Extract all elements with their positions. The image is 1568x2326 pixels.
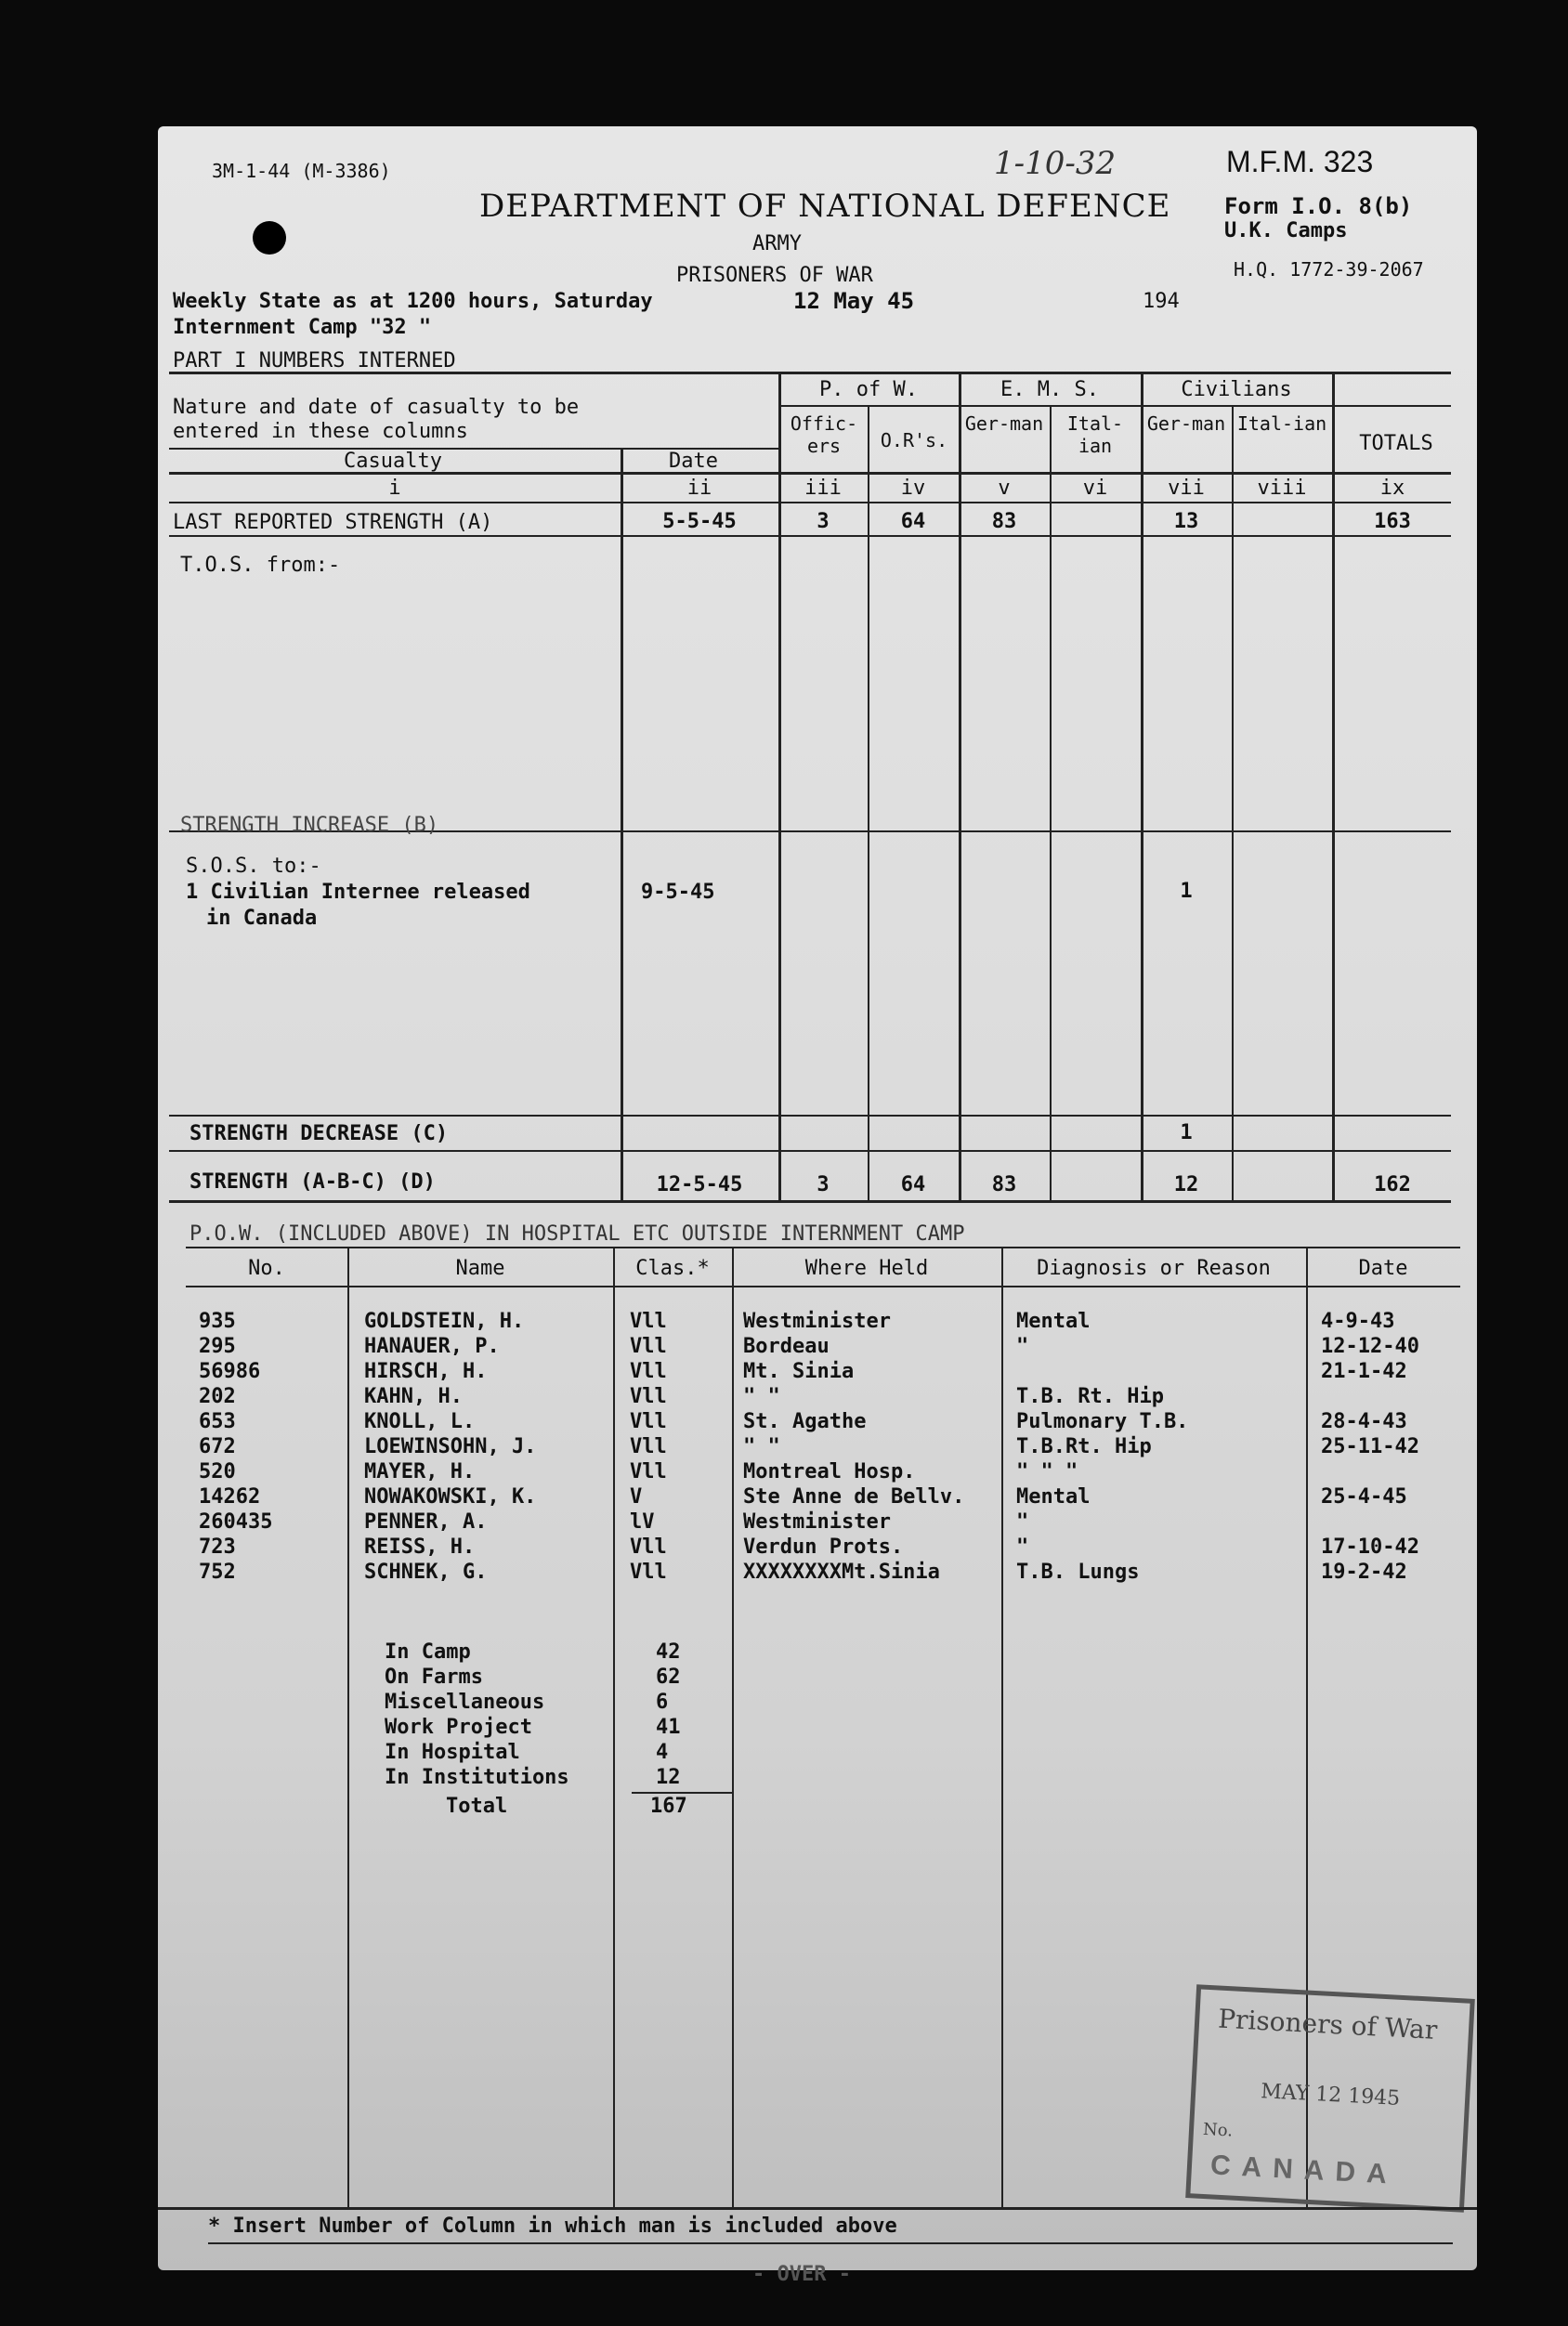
hospital-cell-name: HANAUER, P. [364, 1335, 500, 1358]
released-line-1: 1 Civilian Internee released [186, 881, 530, 904]
summary-value: 62 [656, 1666, 681, 1689]
summary-value: 6 [656, 1691, 669, 1714]
last-reported-civ-german: 13 [1173, 510, 1199, 533]
stamp-title: Prisoners of War [1217, 2003, 1439, 2045]
hospital-cell-clas: lV [630, 1510, 655, 1534]
weekly-state-line: Weekly State as at 1200 hours, Saturday [173, 290, 653, 313]
released-line-2: in Canada [206, 907, 318, 930]
hospital-cell-clas: Vll [630, 1535, 667, 1559]
summary-label: On Farms [385, 1666, 483, 1689]
group-rule [778, 405, 1451, 407]
form-number: Form I.O. 8(b) [1224, 193, 1413, 219]
internment-camp: Internment Camp "32 " [173, 316, 432, 339]
part-one-heading: PART I NUMBERS INTERNED [173, 349, 456, 372]
hospital-cell-no: 653 [199, 1410, 236, 1433]
hospital-cell-name: KNOLL, L. [364, 1410, 476, 1433]
hospital-cell-where: " " [743, 1435, 780, 1458]
document-page [158, 126, 1477, 2286]
hospital-top-rule [186, 1247, 1460, 1248]
last-reported-ems-german: 83 [991, 510, 1017, 533]
hospital-cell-clas: Vll [630, 1335, 667, 1358]
hosp-header-name: Name [455, 1257, 505, 1280]
hospital-cell-date: 4-9-43 [1321, 1310, 1395, 1333]
hospital-cell-no: 56986 [199, 1360, 261, 1383]
hospital-cell-no: 202 [199, 1385, 236, 1408]
numeral-vii: vii [1168, 477, 1205, 500]
hospital-cell-where: St. Agathe [743, 1410, 867, 1433]
hospital-row [158, 1385, 1477, 1410]
summary-row [158, 1766, 808, 1791]
hospital-title: P.O.W. (INCLUDED ABOVE) IN HOSPITAL ETC OUTSIDE INTERNMENT CAMP [189, 1222, 965, 1246]
stamp-no: No. [1202, 2119, 1234, 2141]
last-reported-ors: 64 [900, 510, 926, 533]
hospital-cell-where: Bordeau [743, 1335, 830, 1358]
hospital-cell-where: Ste Anne de Bellv. [743, 1485, 965, 1509]
summary-label: In Institutions [385, 1766, 569, 1789]
strength-final-ems-german: 83 [991, 1173, 1017, 1196]
hospital-row [158, 1435, 1477, 1460]
numeral-iii: iii [804, 477, 842, 500]
hospital-cell-name: KAHN, H. [364, 1385, 463, 1408]
strength-increase-label: STRENGTH INCREASE (B) [180, 814, 439, 837]
summary-row [158, 1691, 808, 1716]
col-ems-italian-header: Ital-ian [1066, 412, 1124, 457]
summary-value: 42 [656, 1640, 681, 1664]
nature-line-1: Nature and date of casualty to be [173, 396, 580, 419]
hospital-cell-diag: Pulmonary T.B. [1016, 1410, 1189, 1433]
department-title: DEPARTMENT OF NATIONAL DEFENCE [479, 188, 1171, 225]
date-header: Date [669, 450, 718, 473]
last-reported-date: 5-5-45 [662, 510, 737, 533]
handwritten-reference: 1-10-32 [994, 145, 1117, 182]
col-divider-date [621, 448, 623, 1200]
summary-total-row [158, 1795, 808, 1820]
hospital-cell-where: Montreal Hosp. [743, 1460, 916, 1483]
casualty-header: Casualty [344, 450, 442, 473]
hospital-cell-name: REISS, H. [364, 1535, 476, 1559]
footer-note: * Insert Number of Column in which man is included above [208, 2215, 897, 2238]
hospital-cell-date: 19-2-42 [1321, 1561, 1407, 1584]
footer-top-rule [158, 2207, 1477, 2210]
hospital-cell-where: Westminister [743, 1510, 891, 1534]
numeral-ii: ii [686, 477, 712, 500]
hospital-cell-where: Westminister [743, 1310, 891, 1333]
hospital-cell-date: 12-12-40 [1321, 1335, 1419, 1358]
numeral-v: v [998, 477, 1011, 500]
hospital-cell-no: 672 [199, 1435, 236, 1458]
hosp-header-date: Date [1358, 1257, 1408, 1280]
army-label: ARMY [752, 232, 802, 255]
hospital-cell-name: MAYER, H. [364, 1460, 476, 1483]
hospital-cell-date: 25-4-45 [1321, 1485, 1407, 1509]
stamp-date: MAY 12 1945 [1260, 2080, 1401, 2110]
summary-value: 12 [656, 1766, 681, 1789]
hospital-cell-date: 17-10-42 [1321, 1535, 1419, 1559]
strength-final-officers: 3 [817, 1173, 830, 1196]
hospital-cell-no: 935 [199, 1310, 236, 1333]
hospital-cell-no: 723 [199, 1535, 236, 1559]
hospital-cell-no: 14262 [199, 1485, 261, 1509]
summary-label: Work Project [385, 1716, 532, 1739]
summary-value: 41 [656, 1716, 681, 1739]
hospital-cell-clas: Vll [630, 1310, 667, 1333]
col-civ-german-header: Ger-man [1146, 412, 1226, 435]
strength-final-totals: 162 [1374, 1173, 1411, 1196]
col-totals-header: TOTALS [1359, 432, 1433, 455]
numeral-ix: ix [1379, 477, 1405, 500]
hospital-header-rule [186, 1286, 1460, 1287]
hospital-cell-diag: " " " [1016, 1460, 1078, 1483]
hq-number: H.Q. 1772-39-2067 [1234, 258, 1424, 281]
summary-label: In Camp [385, 1640, 471, 1664]
col-civ-italian-header: Ital-ian [1236, 412, 1327, 435]
last-reported-label: LAST REPORTED STRENGTH (A) [173, 511, 493, 534]
hosp-header-where: Where Held [804, 1257, 929, 1280]
hospital-row [158, 1485, 1477, 1510]
hospital-row [158, 1335, 1477, 1360]
summary-row [158, 1640, 808, 1666]
ink-blot [253, 221, 286, 255]
tos-from-label: T.O.S. from:- [180, 554, 341, 577]
hospital-cell-diag: T.B. Lungs [1016, 1561, 1140, 1584]
hosp-header-diagnosis: Diagnosis or Reason [1037, 1257, 1271, 1280]
col-ors-header: O.R's. [880, 429, 948, 451]
summary-value: 4 [656, 1741, 669, 1764]
hospital-cell-no: 520 [199, 1460, 236, 1483]
hospital-cell-diag: T.B. Rt. Hip [1016, 1385, 1164, 1408]
summary-label: In Hospital [385, 1741, 520, 1764]
hospital-cell-diag: " [1016, 1335, 1029, 1358]
nature-line-2: entered in these columns [173, 420, 468, 443]
released-date: 9-5-45 [641, 881, 715, 904]
group-ems-header: E. M. S. [1000, 378, 1099, 401]
hospital-cell-clas: V [630, 1485, 643, 1509]
hospital-cell-name: SCHNEK, G. [364, 1561, 488, 1584]
summary-label: Miscellaneous [385, 1691, 545, 1714]
print-code: 3M-1-44 (M-3386) [212, 160, 391, 182]
last-reported-rule [169, 535, 1451, 537]
pow-label: PRISONERS OF WAR [676, 264, 873, 287]
hospital-row [158, 1510, 1477, 1535]
hospital-cell-where: " " [743, 1385, 780, 1408]
hospital-row [158, 1310, 1477, 1335]
hospital-row [158, 1360, 1477, 1385]
released-civ-german: 1 [1180, 880, 1193, 903]
uk-camps: U.K. Camps [1224, 219, 1348, 242]
decrease-civ-german: 1 [1180, 1121, 1193, 1144]
hospital-cell-diag: " [1016, 1510, 1029, 1534]
stamp-country: CANADA [1209, 2150, 1399, 2190]
hospital-cell-no: 260435 [199, 1510, 273, 1534]
strength-final-label: STRENGTH (A-B-C) (D) [189, 1170, 436, 1194]
final-top-rule [169, 1150, 1451, 1152]
strength-final-ors: 64 [900, 1173, 926, 1196]
hospital-cell-no: 295 [199, 1335, 236, 1358]
numeral-i: i [388, 477, 401, 500]
hospital-cell-diag: Mental [1016, 1485, 1091, 1509]
hospital-cell-where: XXXXXXXXMt.Sinia [743, 1561, 940, 1584]
hospital-cell-date: 28-4-43 [1321, 1410, 1407, 1433]
hospital-cell-diag: " [1016, 1535, 1029, 1559]
hospital-cell-clas: Vll [630, 1460, 667, 1483]
col-ems-german-header: Ger-man [964, 412, 1044, 435]
hospital-cell-name: GOLDSTEIN, H. [364, 1310, 525, 1333]
hospital-cell-diag: T.B.Rt. Hip [1016, 1435, 1152, 1458]
hosp-header-clas: Clas.* [635, 1257, 710, 1280]
hospital-cell-diag: Mental [1016, 1310, 1091, 1333]
hospital-cell-clas: Vll [630, 1561, 667, 1584]
hospital-cell-no: 752 [199, 1561, 236, 1584]
sos-to-label: S.O.S. to:- [186, 855, 321, 878]
mfm-number: M.F.M. 323 [1226, 145, 1374, 178]
strength-final-civ-german: 12 [1173, 1173, 1199, 1196]
summary-row [158, 1716, 808, 1741]
numeral-vi: vi [1082, 477, 1108, 500]
hospital-row [158, 1561, 1477, 1586]
table-top-rule [169, 372, 1451, 374]
summary-row [158, 1741, 808, 1766]
hospital-cell-clas: Vll [630, 1435, 667, 1458]
numeral-rule [169, 502, 1451, 503]
summary-total-rule [632, 1792, 732, 1794]
col-divider-ems-italian [1050, 405, 1052, 1200]
hospital-cell-where: Verdun Prots. [743, 1535, 904, 1559]
col-divider-civ-italian [1232, 405, 1234, 1200]
hospital-row [158, 1460, 1477, 1485]
hospital-cell-clas: Vll [630, 1410, 667, 1433]
footer-bottom-rule [208, 2242, 1453, 2244]
hospital-row [158, 1535, 1477, 1561]
numeral-iv: iv [900, 477, 926, 500]
hospital-cell-clas: Vll [630, 1360, 667, 1383]
last-reported-totals: 163 [1374, 510, 1411, 533]
hospital-cell-name: PENNER, A. [364, 1510, 488, 1534]
col-officers-header: Offic-ers [790, 412, 858, 457]
hospital-row [158, 1410, 1477, 1435]
summary-row [158, 1666, 808, 1691]
hospital-cell-name: NOWAKOWSKI, K. [364, 1485, 537, 1509]
summary-total-label: Total [446, 1795, 508, 1818]
hospital-cell-clas: Vll [630, 1385, 667, 1408]
footer-over: - OVER - [752, 2263, 851, 2286]
strength-decrease-label: STRENGTH DECREASE (C) [189, 1122, 449, 1145]
strength-final-date: 12-5-45 [656, 1173, 743, 1196]
group-civilians-header: Civilians [1181, 378, 1292, 401]
hosp-header-no: No. [248, 1257, 285, 1280]
decrease-top-rule [169, 1115, 1451, 1117]
hospital-cell-date: 21-1-42 [1321, 1360, 1407, 1383]
table-bottom-rule [169, 1200, 1451, 1203]
year-prefix: 194 [1143, 290, 1180, 313]
group-pow-header: P. of W. [819, 378, 918, 401]
hospital-cell-name: HIRSCH, H. [364, 1360, 488, 1383]
last-reported-officers: 3 [817, 510, 830, 533]
weekly-date: 12 May 45 [793, 288, 915, 314]
hospital-cell-name: LOEWINSOHN, J. [364, 1435, 537, 1458]
summary-total-value: 167 [650, 1795, 687, 1818]
hospital-cell-date: 25-11-42 [1321, 1435, 1419, 1458]
hospital-cell-where: Mt. Sinia [743, 1360, 855, 1383]
numeral-viii: viii [1257, 477, 1307, 500]
prisoners-of-war-stamp [1185, 1984, 1475, 2212]
